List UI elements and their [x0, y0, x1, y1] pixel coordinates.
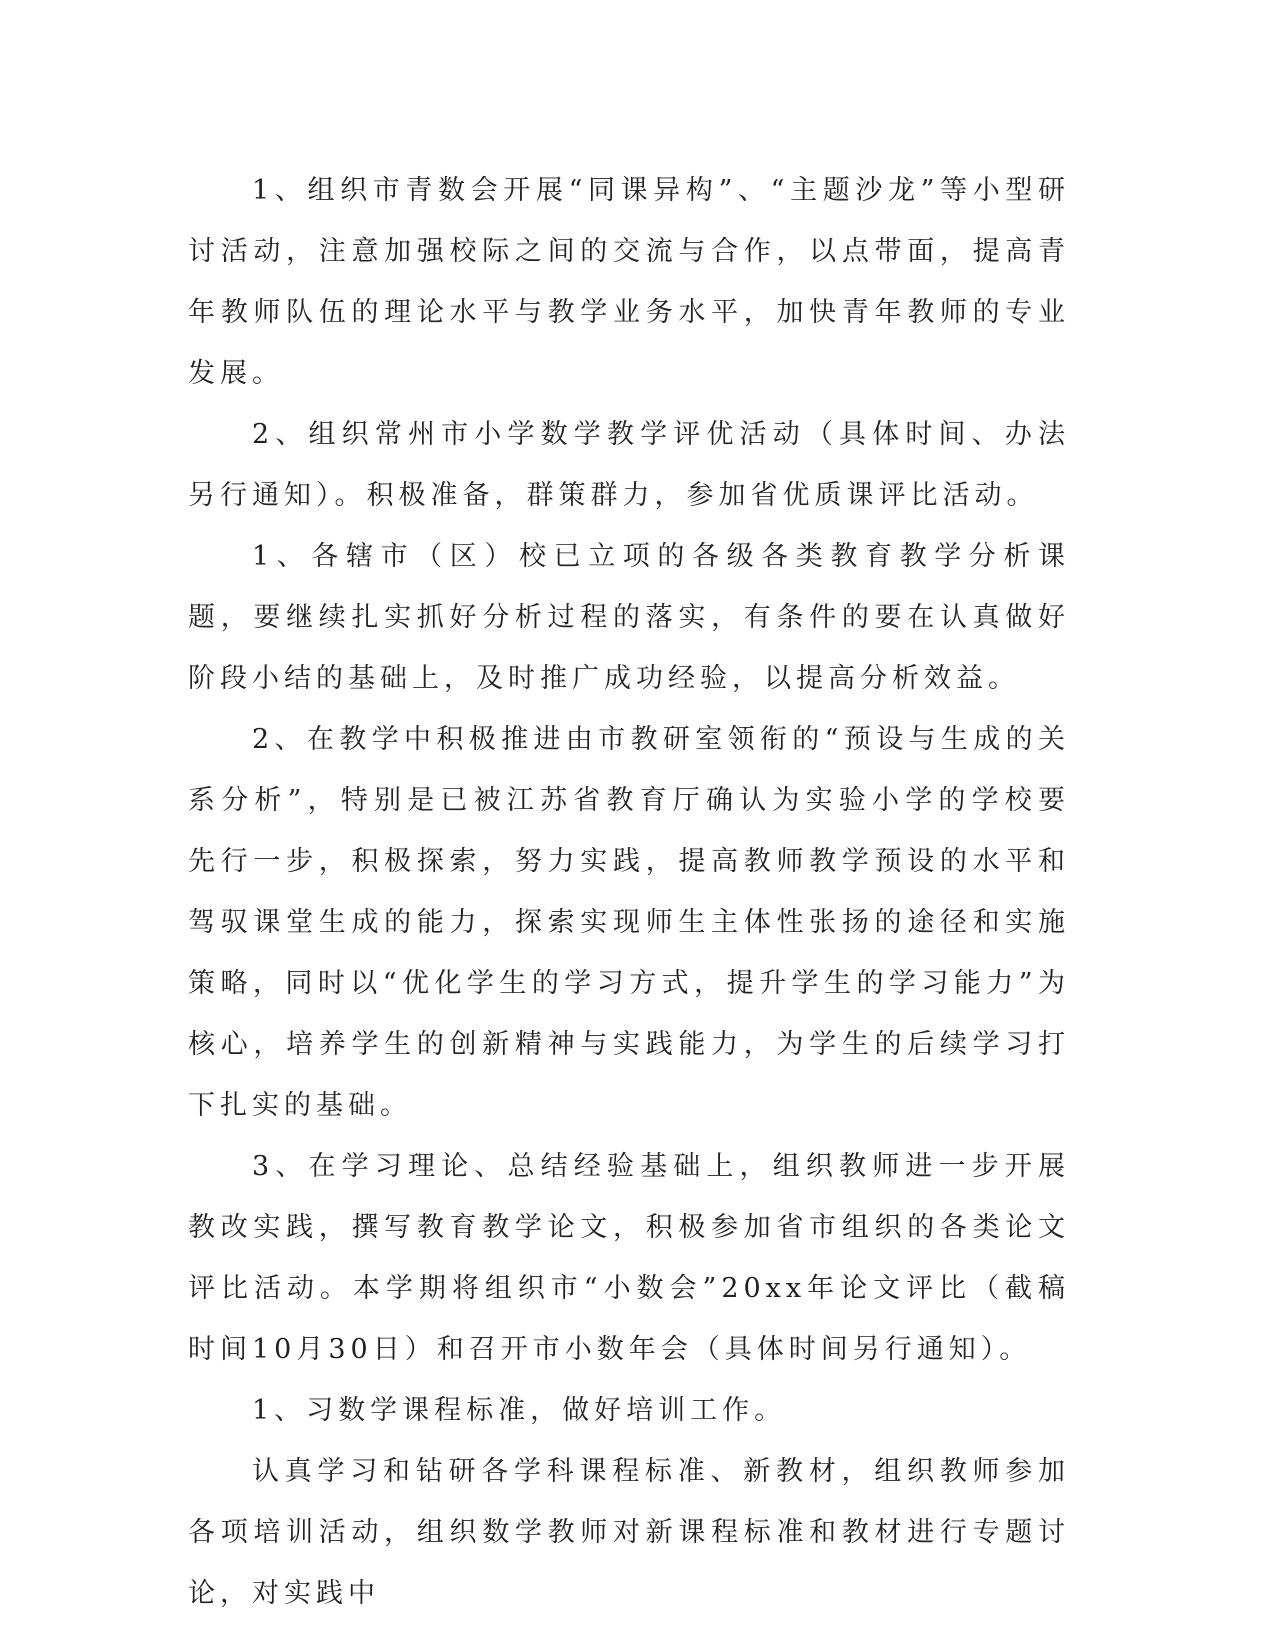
paragraph-4: 2、在教学中积极推进由市教研室领衔的“预设与生成的关系分析”，特别是已被江苏省教育厅确认为实验小学的学校要先行一步，积极探索，努力实践，提高教师教学预设的水平和驾驭课堂生成的能力，探索实现师生主体性张扬的途径和实施策略，同时以“优化学生的学习方式，提升学生的学习能力”为核心，培养学生的创新精神与实践能力，为学生的后续学习打下扎实的基础。 [188, 724, 1070, 1121]
document-body [188, 160, 1070, 1624]
paragraph-3: 1、各辖市（区）校已立项的各级各类教育教学分析课题，要继续扎实抓好分析过程的落实，有条件的要在认真做好阶段小结的基础上，及时推广成功经验，以提高分析效益。 [188, 541, 1070, 694]
paragraph-7: 认真学习和钻研各学科课程标准、新教材，组织教师参加各项培训活动，组织数学教师对新课程标准和教材进行专题讨论，对实践中 [188, 1456, 1070, 1609]
paragraph-5: 3、在学习理论、总结经验基础上，组织教师进一步开展教改实践，撰写教育教学论文，积极参加省市组织的各类论文评比活动。本学期将组织市“小数会”20xx年论文评比（截稿时间10月30日）和召开市小数年会（具体时间另行通知）。 [188, 1151, 1070, 1365]
paragraph-2: 2、组织常州市小学数学教学评优活动（具体时间、办法另行通知）。积极准备，群策群力，参加省优质课评比活动。 [188, 419, 1070, 511]
paragraph-6: 1、习数学课程标准，做好培训工作。 [252, 1395, 787, 1426]
paragraph-1: 1、组织市青数会开展“同课异构”、“主题沙龙”等小型研讨活动，注意加强校际之间的交流与合作，以点带面，提高青年教师队伍的理论水平与教学业务水平，加快青年教师的专业发展。 [188, 175, 1070, 389]
